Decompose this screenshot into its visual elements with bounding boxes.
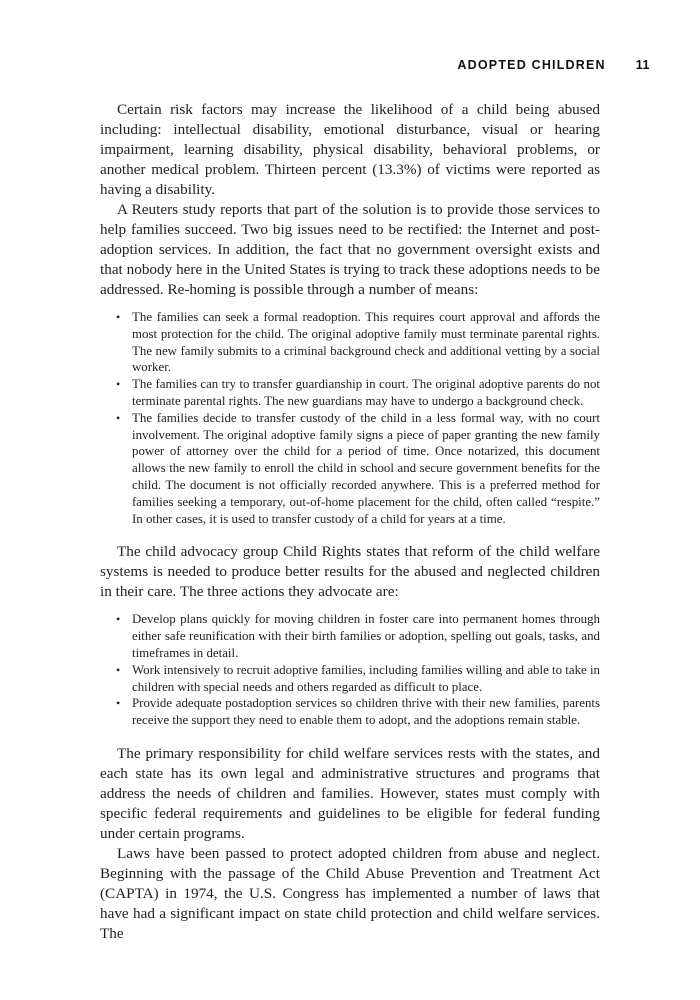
rehoming-methods-list <box>100 309 600 527</box>
list-item: • Work intensively to recruit adoptive families, including families willing and able to take in children with special needs and others regarded as difficult to place. <box>116 662 600 696</box>
page-number: 11 <box>635 58 650 72</box>
list-item: • Provide adequate postadoption services so children thrive with their new families, parents receive the support they need to enable them to adopt, and the adoptions remain stable. <box>116 695 600 729</box>
section-title: ADOPTED CHILDREN <box>457 58 606 72</box>
page-body <box>100 100 600 944</box>
list-item: • Develop plans quickly for moving children in foster care into permanent homes through either safe reunification with their birth families or adoption, spelling out goals, tasks, and timeframes in detail. <box>116 611 600 661</box>
paragraph-state-responsibility: The primary responsibility for child welfare services rests with the states, and each state has its own legal and administrative structures and programs that address the needs of children and families. However, states must comply with specific federal requirements and guidelines to be eligible for federal funding under certain programs. <box>100 744 600 842</box>
list-item: • The families can try to transfer guardianship in court. The original adoptive parents do not terminate parental rights. The new guardians may have to undergo a background check. <box>116 376 600 410</box>
paragraph-reuters-study: A Reuters study reports that part of the solution is to provide those services to help families succeed. Two big issues need to be rectified: the Internet and post-adoption services. In addition, the fact that no government oversight exists and that nobody here in the United States is trying to track these adoptions needs to be addressed. Re-homing is possible through a number of means: <box>100 201 600 298</box>
paragraph-risk-factors: Certain risk factors may increase the likelihood of a child being abused including: intellectual disability, emotional disturbance, visual or hearing impairment, learning disability, physical disability, behavioral problems, or another medical problem. Thirteen percent (13.3%) of victims were reported as having a disability. <box>100 101 600 198</box>
paragraph-laws-capta: Laws have been passed to protect adopted children from abuse and neglect. Beginning with the passage of the Child Abuse Prevention and Treatment Act (CAPTA) in 1974, the U.S. Congress has implemented a number of laws that have had a significant impact on state child protection and child welfare services. The <box>100 844 600 942</box>
paragraph-child-rights: The child advocacy group Child Rights states that reform of the child welfare systems is needed to produce better results for the abused and neglected children in their care. The three actions they advocate are: <box>100 543 600 601</box>
list-item: • The families decide to transfer custody of the child in a less formal way, with no court involvement. The original adoptive family signs a piece of paper granting the new family power of attorney over the child for a period of time. Once notarized, this document allows the new family to enroll the child in school and secure government benefits for the child. The document is not officially recorded anywhere. This is a preferred method for families seeking a temporary, out-of-home placement for the child, often called “respite.” In other cases, it is used to transfer custody of a child for years at a time. <box>116 410 600 528</box>
advocacy-actions-list <box>100 611 600 729</box>
running-head <box>100 58 650 72</box>
list-item: • The families can seek a formal readoption. This requires court approval and affords the most protection for the child. The original adoptive family must terminate parental rights. The new family submits to a criminal background check and additional vetting by a social worker. <box>116 309 600 376</box>
